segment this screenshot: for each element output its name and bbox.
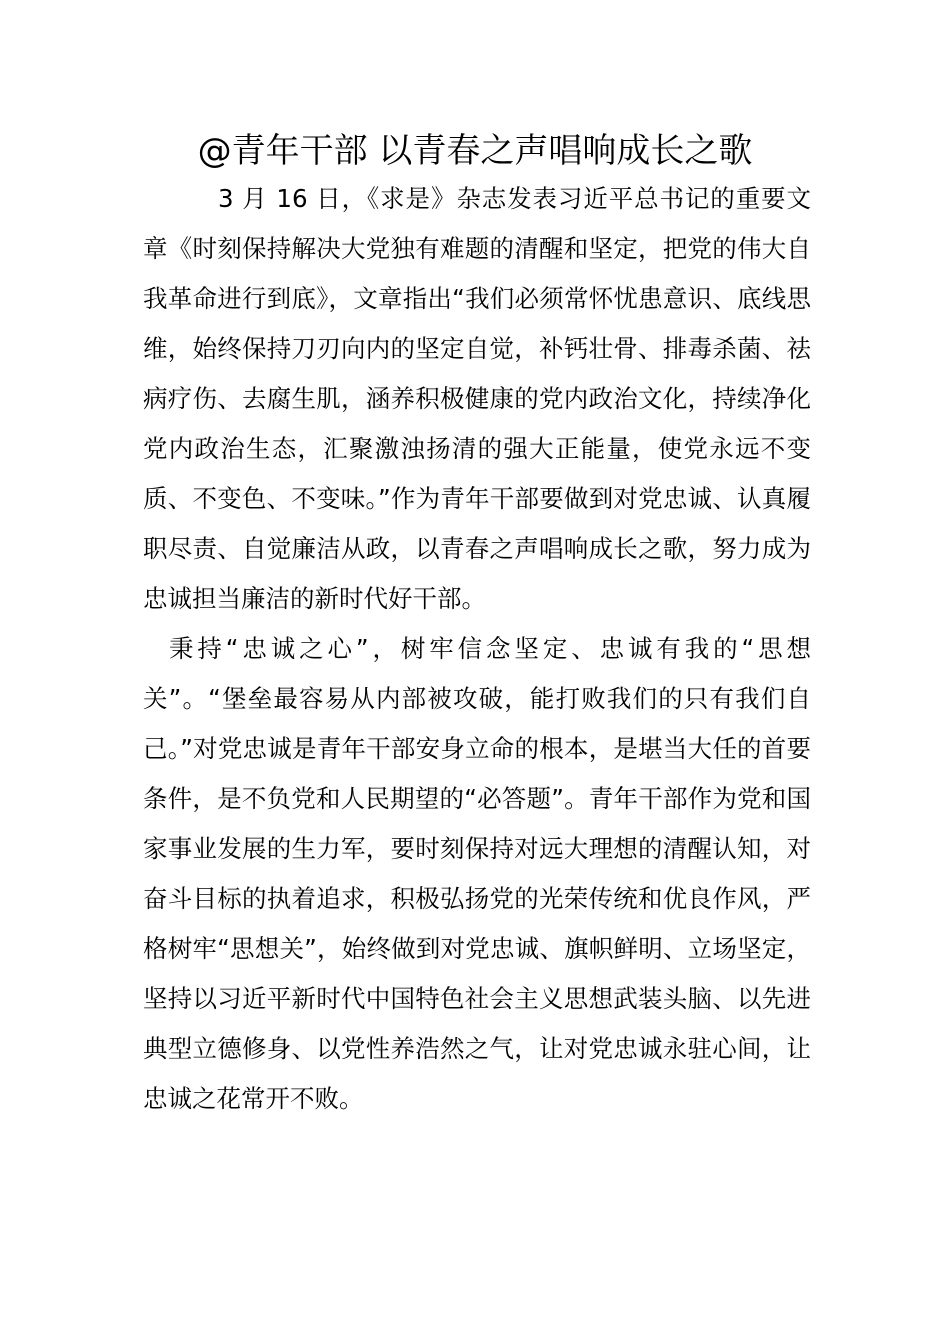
- paragraph-1: 3 月 16 日，《求是》杂志发表习近平总书记的重要文章《时刻保持解决大党独有难题的清醒和坚定，把党的伟大自我革命进行到底》，文章指出“我们必须常怀忧患意识、底线思维，始终保持刀刃向内的坚定自觉，补钙壮骨、排毒杀菌、祛病疗伤、去腐生肌，涵养积极健康的党内政治文化，持续净化党内政治生态，汇聚激浊扬清的强大正能量，使党永远不变质、不变色、不变味。”作为青年干部要做到对党忠诚、认真履职尽责、自觉廉洁从政，以青春之声唱响成长之歌，努力成为忠诚担当廉洁的新时代好干部。: [143, 184, 811, 613]
- paragraph-2: 秉持“忠诚之心”，树牢信念坚定、忠诚有我的“思想关”。“堡垒最容易从内部被攻破，能打败我们的只有我们自己。”对党忠诚是青年干部安身立命的根本，是堪当大任的首要条件，是不负党和人民期望的“必答题”。青年干部作为党和国家事业发展的生力军，要时刻保持对远大理想的清醒认知，对奋斗目标的执着追求，积极弘扬党的光荣传统和优良作风，严格树牢“思想关”，始终做到对党忠诚、旗帜鲜明、立场坚定，坚持以习近平新时代中国特色社会主义思想武装头脑、以先进典型立德修身、以党性养浩然之气，让对党忠诚永驻心间，让忠诚之花常开不败。: [143, 634, 811, 1113]
- document-body: [143, 174, 811, 1124]
- document-title: @青年干部 以青春之声唱响成长之歌: [197, 131, 753, 171]
